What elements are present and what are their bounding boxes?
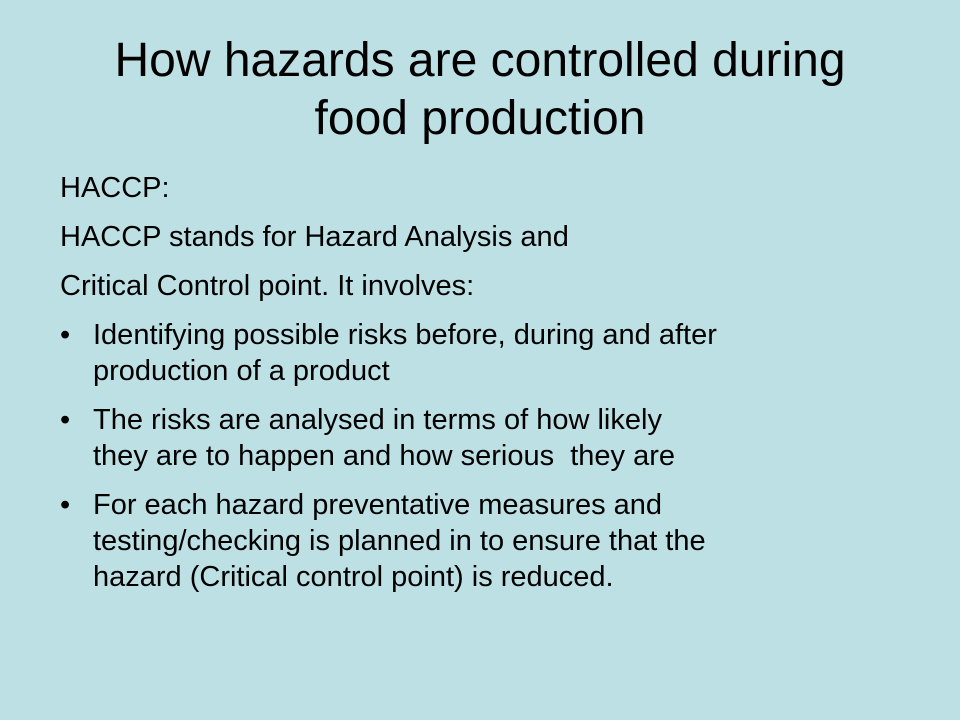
bullet-line: they are to happen and how serious they are [93,440,675,472]
bullet-text [93,487,920,595]
bullet-dot-icon: • [60,489,71,521]
bullet-dot-icon: • [60,404,71,436]
slide-title-line: food production [314,92,646,145]
definition-line: HACCP stands for Hazard Analysis and [60,221,569,253]
bullet-line: testing/checking is planned in to ensure that the [93,525,706,557]
bullet-line: For each hazard preventative measures and [93,489,663,521]
bullet-list [60,317,920,595]
slide-body [60,170,920,608]
bullet-line: hazard (Critical control point) is reduced. [93,561,614,593]
bullet-line: The risks are analysed in terms of how likely [93,404,662,436]
bullet-text [93,317,920,389]
bullet-text [93,402,920,474]
slide-title [40,32,920,148]
definition-line: Critical Control point. It involves: [60,270,475,302]
bullet-item [60,402,920,474]
bullet-dot-icon: • [60,319,71,351]
bullet-line: production of a product [93,355,390,387]
bullet-line: Identifying possible risks before, during and after [93,319,717,351]
slide-title-line: How hazards are controlled during [114,34,846,87]
bullet-item [60,317,920,389]
haccp-heading: HACCP: [60,172,170,204]
bullet-item [60,487,920,595]
